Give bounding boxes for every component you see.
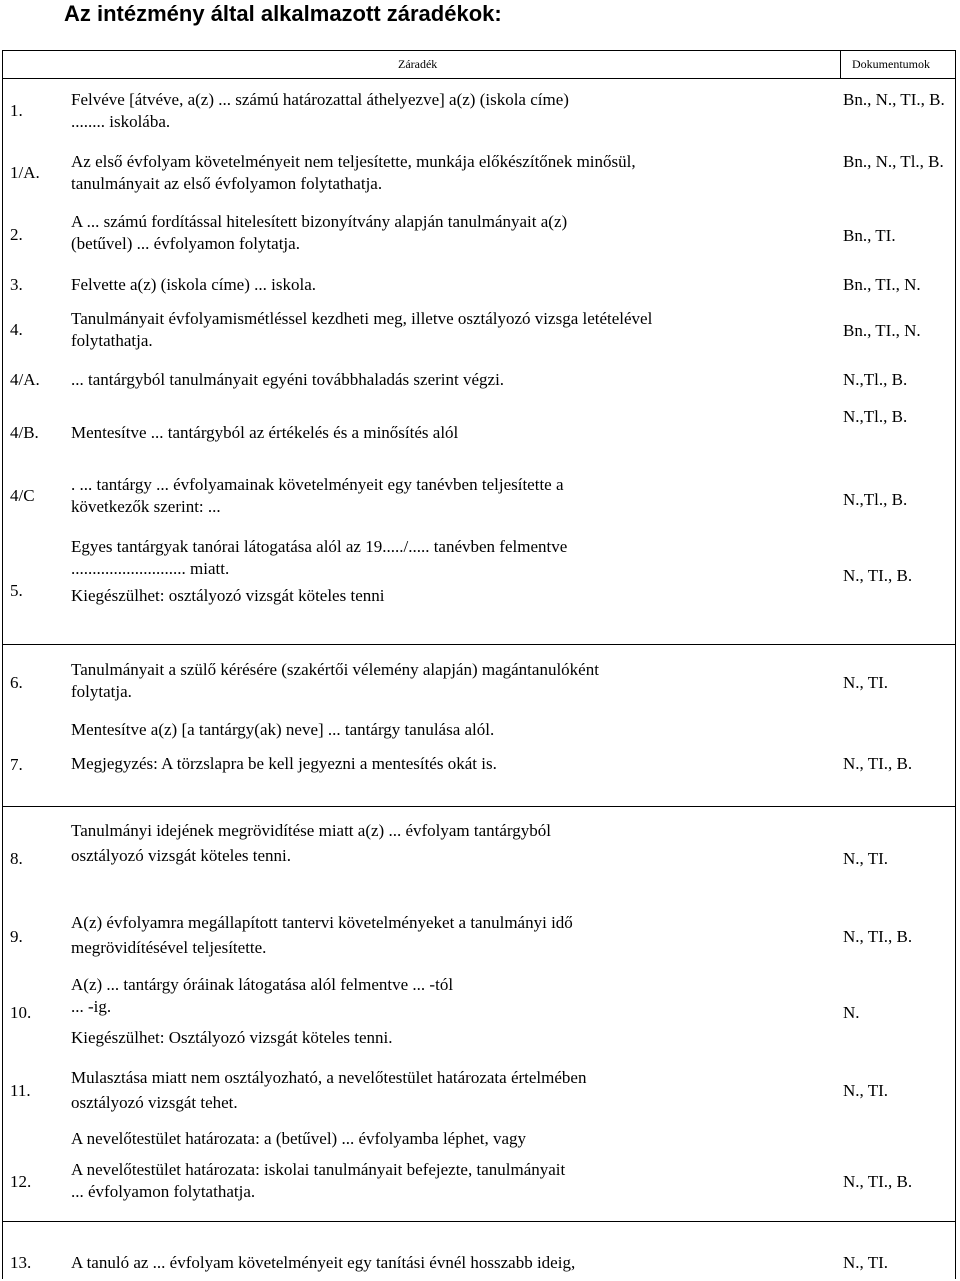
row-documents: N., TI.: [843, 1081, 889, 1100]
row-text: A tanuló az ... évfolyam követelményeit egy tanítási évnél hosszabb ideig,: [71, 1253, 576, 1272]
row-number: 10.: [10, 1003, 32, 1022]
row-documents: Bn., TI., N.: [843, 321, 921, 340]
row-text: A(z) évfolyamra megállapított tantervi követelményeket a tanulmányi idő megrövidítésével teljesítette.: [71, 913, 573, 957]
row-number: 4.: [10, 320, 23, 339]
row-text: Tanulmányait a szülő kérésére (szakértői vélemény alapján) magántanulóként folytatja.: [71, 660, 599, 701]
table-divider: [2, 644, 956, 645]
row-documents: N., TI.: [843, 1253, 889, 1272]
row-text: ... tantárgyból tanulmányait egyéni továbbhaladás szerint végzi.: [71, 370, 505, 389]
row-number: 3.: [10, 275, 23, 294]
row-number: 5.: [10, 581, 23, 600]
table-divider: [2, 78, 956, 79]
row-documents: N.,Tl., B.: [843, 370, 908, 389]
row-text: Felvéve [átvéve, a(z) ... számú határozattal áthelyezve] a(z) (iskola címe) ........ iskolába.: [71, 90, 569, 131]
row-number: 11.: [10, 1081, 31, 1100]
row-text: Tanulmányi idejének megrövidítése miatt a(z) ... évfolyam tantárgyból osztályozó vizsgát köteles tenni.: [71, 821, 552, 865]
row-documents: N.,Tl., B.: [843, 490, 908, 509]
row-documents: N., TI., B.: [843, 754, 913, 773]
row-text: Mulasztása miatt nem osztályozható, a nevelőtestület határozata értelmében osztályozó vizsgát tehet.: [71, 1068, 587, 1112]
row-documents: N., TI., B.: [843, 927, 913, 946]
row-text: A ... számú fordítással hitelesített bizonyítvány alapján tanulmányait a(z) (betűvel) ... évfolyamon folytatja.: [71, 212, 568, 253]
page-title: Az intézmény által alkalmazott záradékok:: [64, 1, 502, 26]
row-number: 9.: [10, 927, 23, 946]
row-documents: N., TI., B.: [843, 1172, 913, 1191]
row-number: 12.: [10, 1172, 32, 1191]
table-divider: [2, 1221, 956, 1222]
row-text: Mentesítve ... tantárgyból az értékelés és a minősítés alól: [71, 423, 459, 442]
row-text: A(z) ... tantárgy óráinak látogatása alól felmentve ... -tól ... -ig. Kiegészülhet: Osztályozó vizsgát köteles tenni.: [71, 975, 454, 1047]
row-documents: Bn., TI.: [843, 226, 896, 245]
row-number: 4/C: [10, 486, 35, 505]
row-documents: N., TI., B.: [843, 566, 913, 585]
row-text: Tanulmányait évfolyamismétléssel kezdheti meg, illetve osztályozó vizsga letételével folytathatja.: [71, 309, 653, 350]
table-divider: [840, 50, 841, 78]
row-number: 7.: [10, 755, 23, 774]
row-text: Az első évfolyam követelményeit nem teljesítette, munkája előkészítőnek minősül, tanulmányait az első évfolyamon folytathatja.: [71, 152, 636, 193]
row-documents: N., TI.: [843, 673, 889, 692]
table-divider: [2, 806, 956, 807]
row-documents: Bn., N., Tl., B.: [843, 152, 944, 171]
header-documents: Dokumentumok: [852, 57, 930, 71]
row-text: . ... tantárgy ... évfolyamainak követelményeit egy tanévben teljesítette a következők szerint: ...: [71, 475, 564, 516]
header-clause: Záradék: [398, 57, 438, 71]
row-documents: N.,Tl., B.: [843, 407, 908, 426]
row-number: 8.: [10, 849, 23, 868]
row-number: 2.: [10, 225, 23, 244]
row-text: Mentesítve a(z) [a tantárgy(ak) neve] ... tantárgy tanulása alól. Megjegyzés: A törzslapra be kell jegyezni a mentesítés okát is.: [71, 720, 497, 773]
row-documents: Bn., N., TI., B.: [843, 90, 945, 109]
row-number: 4/B.: [10, 423, 39, 442]
row-text: Felvette a(z) (iskola címe) ... iskola.: [71, 275, 316, 294]
row-documents: Bn., TI., N.: [843, 275, 921, 294]
row-text: Egyes tantárgyak tanórai látogatása alól az 19...../..... tanévben felmentve ........................... miatt. Kiegészülhet: osztályozó vizsgát köteles tenni: [71, 537, 568, 605]
row-documents: N.: [843, 1003, 860, 1022]
row-number: 6.: [10, 673, 23, 692]
row-number: 4/A.: [10, 370, 40, 389]
row-number: 13.: [10, 1253, 32, 1272]
row-number: 1/A.: [10, 163, 40, 182]
row-number: 1.: [10, 101, 23, 120]
row-documents: N., TI.: [843, 849, 889, 868]
row-text: A nevelőtestület határozata: a (betűvel) ... évfolyamba léphet, vagy A nevelőtestület határozata: iskolai tanulmányait befejezte, tanulmányait ... évfolyamon folytathatja.: [71, 1129, 566, 1201]
